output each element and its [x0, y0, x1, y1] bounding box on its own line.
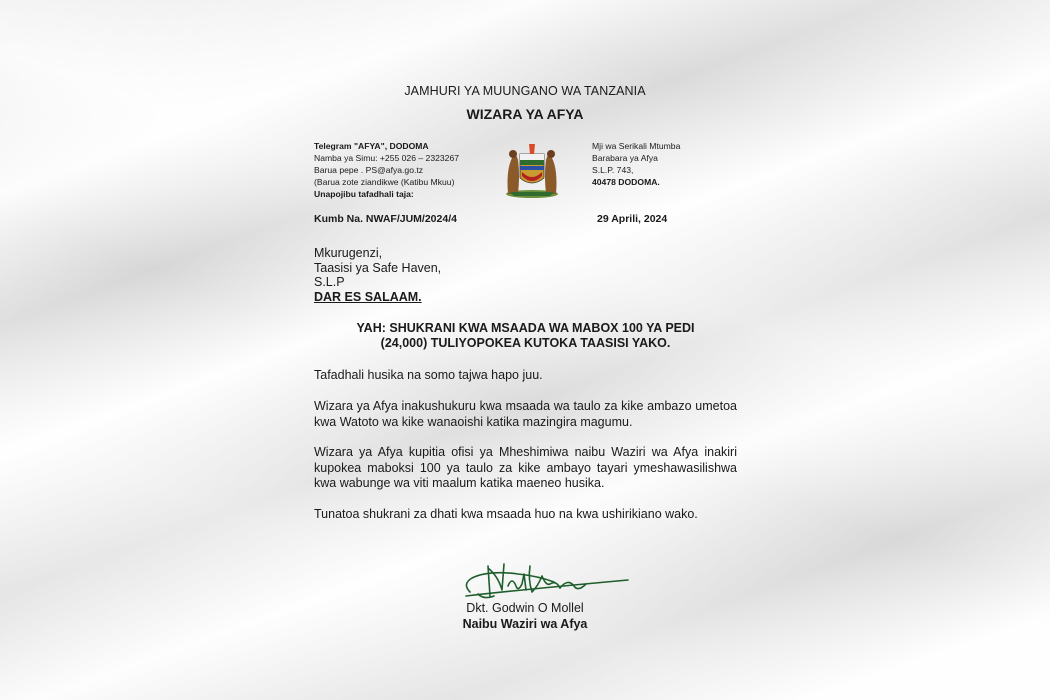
- reply-note: Unapojibu tafadhali taja:: [314, 189, 414, 199]
- paragraph-3: Wizara ya Afya kupitia ofisi ya Mheshimiwa naibu Waziri wa Afya inakiri kupokea maboksi 100 ya taulo za kike ambayo tayari ymeshawasilishwa kwa wabunge wa viti maalum katika maeneo husika.: [314, 445, 737, 490]
- ministry-heading: WIZARA YA AFYA: [466, 106, 584, 122]
- signer-title: Naibu Waziri wa Afya: [462, 617, 588, 631]
- addressee-title: Mkurugenzi,: [314, 246, 383, 260]
- email-line: Barua pepe . PS@afya.go.tz: [314, 165, 424, 175]
- addressee-city: DAR ES SALAAM.: [314, 289, 422, 304]
- coat-of-arms-icon: [500, 140, 564, 200]
- phone-line: Namba ya Simu: +255 026 – 2323267: [314, 153, 460, 163]
- subject-line-2: (24,000) TULIYOPOKEA KUTOKA TAASISI YAKO.: [380, 336, 671, 350]
- po-box-line: S.L.P. 743,: [592, 165, 634, 175]
- addressee-po-box: S.L.P: [314, 275, 345, 289]
- reference-number: Kumb Na. NWAF/JUM/2024/4: [314, 213, 457, 225]
- road-line: Barabara ya Afya: [592, 153, 658, 163]
- signer-name: Dkt. Godwin O Mollel: [466, 601, 584, 615]
- contact-right-block: [592, 140, 680, 188]
- addressee-block: [314, 246, 441, 304]
- addressing-note: (Barua zote ziandikwe (Katibu Mkuu): [314, 177, 455, 187]
- letter-date: 29 Aprili, 2024: [597, 213, 668, 225]
- addressee-organization: Taasisi ya Safe Haven,: [314, 260, 442, 275]
- signature-icon: [458, 556, 633, 604]
- paragraph-4: Tunatoa shukrani za dhati kwa msaada huo na kwa ushirikiano wako.: [314, 507, 698, 521]
- paragraph-2: Wizara ya Afya inakushukuru kwa msaada wa taulo za kike ambazo umetoa kwa Watoto wa kike wanaoishi katika mazingira magumu.: [314, 399, 737, 429]
- telegram-line: Telegram "AFYA", DODOMA: [314, 141, 429, 151]
- republic-heading: JAMHURI YA MUUNGANO WA TANZANIA: [404, 84, 646, 98]
- subject-line-1: YAH: SHUKRANI KWA MSAADA WA MABOX 100 YA PEDI: [356, 321, 695, 335]
- paragraph-1: Tafadhali husika na somo tajwa hapo juu.: [314, 368, 543, 382]
- city-line: Mji wa Serikali Mtumba: [592, 141, 681, 151]
- contact-left-block: [314, 140, 459, 200]
- subject-line: [314, 321, 737, 351]
- postcode-line: 40478 DODOMA.: [592, 177, 660, 187]
